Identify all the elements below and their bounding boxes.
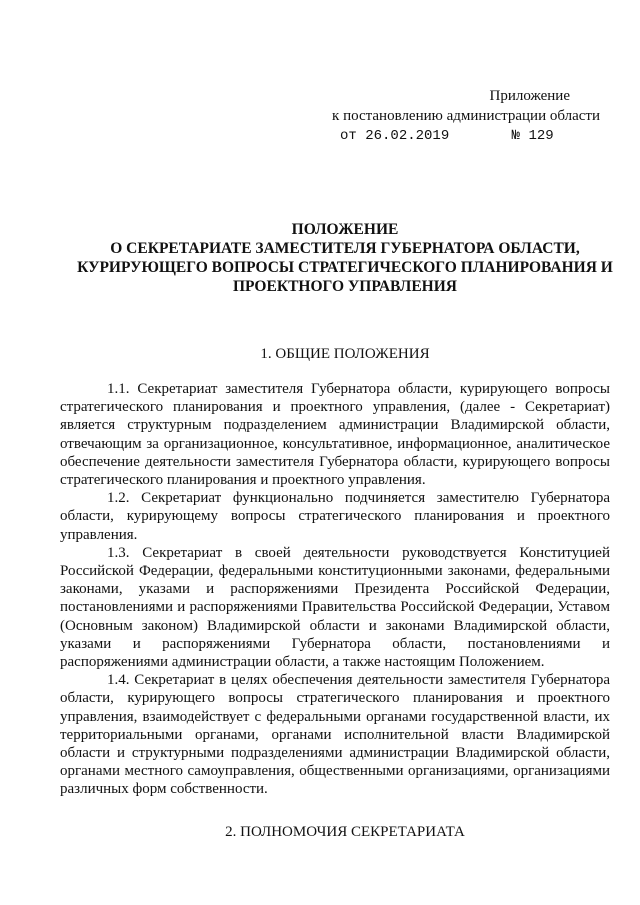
date-prefix: от xyxy=(340,128,357,144)
paragraph-1-3: 1.3. Секретариат в своей деятельности руководствуется Конституцией Российской Федерации, федеральными конституционными законами, федеральными законами, указами и распоряжениями Президента Российской Федерации, постановлениями и распоряжениями Правительства Российской Федерации, Уставом (Основным законом) Владимирской области и законами Владимирской области, указами и распоряжениями Губернатора области, постановлениями и распоряжениями администрации области, а также настоящим Положением. xyxy=(60,544,610,671)
section-1-body xyxy=(60,380,610,799)
section-2-heading: 2. ПОЛНОМОЧИЯ СЕКРЕТАРИАТА xyxy=(225,824,465,840)
paragraph-1-1: 1.1. Секретариат заместителя Губернатора области, курирующего вопросы стратегического планирования и проектного управления, (далее - Секретариат) является структурным подразделением администрации Владимирской области, отвечающим за организационное, консультативное, информационное, аналитическое обеспечение деятельности заместителя Губернатора области, курирующего вопросы стратегического планирования и проектного управления. xyxy=(60,381,610,489)
resolution-date-number xyxy=(300,126,600,146)
title-line-2: О СЕКРЕТАРИАТЕ ЗАМЕСТИТЕЛЯ ГУБЕРНАТОРА ОБЛАСТИ, xyxy=(110,240,580,257)
paragraph-1-4: 1.4. Секретариат в целях обеспечения деятельности заместителя Губернатора области, курирующего вопросы стратегического планирования и проектного управления, взаимодействует с федеральными органами государственной власти, их территориальными органами, органами исполнительной власти Владимирской области и структурными подразделениями администрации Владимирской области, органами местного самоуправления, общественными организациями, организациями различных форм собственности. xyxy=(60,672,610,798)
title-line-4: ПРОЕКТНОГО УПРАВЛЕНИЯ xyxy=(233,278,457,295)
document-title xyxy=(60,220,630,296)
appendix-block xyxy=(300,86,600,146)
number-label: № xyxy=(511,128,521,144)
resolution-number: 129 xyxy=(528,128,554,144)
title-line-3: КУРИРУЮЩЕГО ВОПРОСЫ СТРАТЕГИЧЕСКОГО ПЛАНИРОВАНИЯ И xyxy=(77,259,613,276)
section-1-heading: 1. ОБЩИЕ ПОЛОЖЕНИЯ xyxy=(260,346,430,362)
appendix-label: Приложение xyxy=(489,88,570,104)
paragraph-1-2: 1.2. Секретариат функционально подчиняется заместителю Губернатора области, курирующему вопросы стратегического планирования и проектного управления. xyxy=(60,490,610,543)
resolution-date: 26.02.2019 xyxy=(365,128,450,144)
resolution-reference: к постановлению администрации области xyxy=(332,108,600,124)
title-line-1: ПОЛОЖЕНИЕ xyxy=(291,221,399,238)
